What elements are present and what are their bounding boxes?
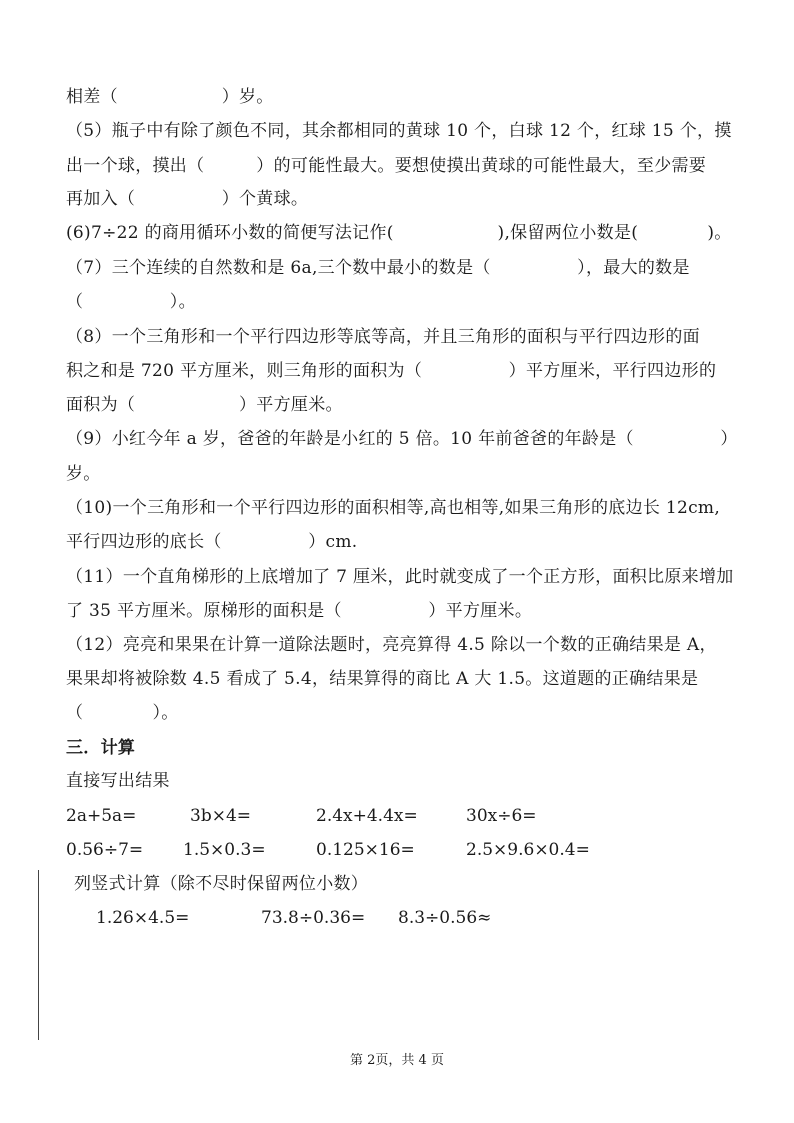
direct-results-heading: 直接写出结果 bbox=[66, 771, 170, 791]
q11-line-1: （11）一个直角梯形的上底增加了 7 厘米，此时就变成了一个正方形，面积比原来增加 bbox=[66, 567, 734, 587]
direct-item: 0.125×16= bbox=[316, 840, 415, 860]
direct-item: 2.4x+4.4x= bbox=[316, 806, 418, 826]
q8-line-1: （8）一个三角形和一个平行四边形等底等高，并且三角形的面积与平行四边形的面 bbox=[66, 327, 700, 347]
section-title: 三．计算 bbox=[66, 738, 136, 758]
q4-continuation: 相差（ ）岁。 bbox=[66, 87, 274, 107]
margin-rule bbox=[38, 870, 39, 1040]
q10-line-1: （10)一个三角形和一个平行四边形的面积相等,高也相等,如果三角形的底边长 12cm, bbox=[66, 498, 721, 518]
q11-line-2: 了 35 平方厘米。原梯形的面积是（ ）平方厘米。 bbox=[66, 601, 533, 621]
vertical-item: 8.3÷0.56≈ bbox=[398, 908, 492, 928]
q12-line-1: （12）亮亮和果果在计算一道除法题时，亮亮算得 4.5 除以一个数的正确结果是 A， bbox=[66, 635, 717, 655]
direct-item: 2a+5a= bbox=[66, 806, 137, 826]
direct-item: 30x÷6= bbox=[466, 806, 537, 826]
vertical-calc-heading: 列竖式计算（除不尽时保留两位小数） bbox=[74, 874, 369, 894]
q12-line-3: （ ）。 bbox=[66, 703, 179, 723]
q12-line-2: 果果却将被除数 4.5 看成了 5.4，结果算得的商比 A 大 1.5。这道题的正确结果是 bbox=[66, 669, 699, 689]
q9-line-2: 岁。 bbox=[66, 464, 101, 484]
vertical-item: 73.8÷0.36= bbox=[261, 908, 366, 928]
q8-line-3: 面积为（ ）平方厘米。 bbox=[66, 395, 343, 415]
q10-line-2: 平行四边形的底长（ ）cm. bbox=[66, 532, 358, 552]
q5-line-1: （5）瓶子中有除了颜色不同，其余都相同的黄球 10 个，白球 12 个，红球 15 个，摸 bbox=[66, 121, 732, 141]
q7-line-1: （7）三个连续的自然数和是 6a,三个数中最小的数是（ ），最大的数是 bbox=[66, 258, 690, 278]
direct-item: 3b×4= bbox=[190, 806, 252, 826]
q7-line-2: （ ）。 bbox=[66, 292, 196, 312]
direct-item: 1.5×0.3= bbox=[183, 840, 266, 860]
direct-item: 0.56÷7= bbox=[66, 840, 144, 860]
page-number: 第 2页，共 4 页 bbox=[350, 1053, 444, 1068]
direct-item: 2.5×9.6×0.4= bbox=[466, 840, 590, 860]
q8-line-2: 积之和是 720 平方厘米，则三角形的面积为（ ）平方厘米，平行四边形的 bbox=[66, 361, 717, 381]
q5-line-2: 出一个球，摸出（ ）的可能性最大。要想使摸出黄球的可能性最大，至少需要 bbox=[66, 156, 707, 176]
q5-line-3: 再加入（ ）个黄球。 bbox=[66, 189, 309, 209]
q6-line-1: (6)7÷22 的商用循环小数的简便写法记作( ),保留两位小数是( )。 bbox=[66, 223, 732, 243]
vertical-item: 1.26×4.5= bbox=[96, 908, 190, 928]
q9-line-1: （9）小红今年 a 岁，爸爸的年龄是小红的 5 倍。10 年前爸爸的年龄是（ ） bbox=[66, 429, 738, 449]
